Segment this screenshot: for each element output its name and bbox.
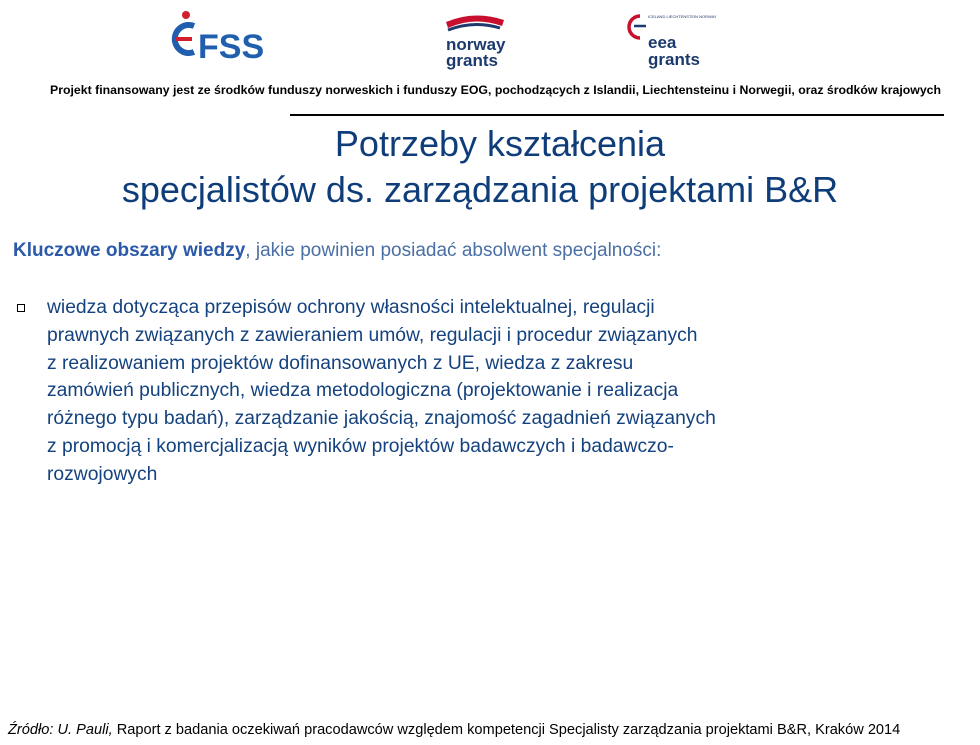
frse-logo-text: FSS bbox=[198, 28, 265, 66]
source-text: Raport z badania oczekiwań pracodawców względem kompetencji Specjalisty zarządzania projektami B&R, Kraków 2014 bbox=[112, 722, 901, 738]
source-citation bbox=[8, 722, 900, 738]
eea-logo-line2: grants bbox=[648, 50, 700, 69]
funding-statement: Projekt finansowany jest ze środków funduszy norweskich i funduszy EOG, pochodzących z Islandii, Liechtensteinu i Norwegii, oraz środków krajowych bbox=[50, 83, 942, 97]
eea-logo-small-text: ICELAND LIECHTENSTEIN NORWAY bbox=[648, 14, 717, 19]
bullet-line: wiedza dotycząca przepisów ochrony własności intelektualnej, regulacji bbox=[47, 297, 655, 318]
bullet-line: prawnych związanych z zawieraniem umów, regulacji i procedur związanych bbox=[47, 324, 698, 346]
subtitle-rest: , jakie powinien posiadać absolwent specjalności: bbox=[245, 240, 662, 261]
bullet-line: z realizowaniem projektów dofinansowanych z UE, wiedza z zakresu bbox=[47, 352, 634, 374]
bullet-line: różnego typu badań), zarządzanie jakością, znajomość zagadnień związanych bbox=[47, 408, 716, 430]
bullet-item bbox=[47, 294, 947, 489]
norway-grants-logo bbox=[440, 8, 514, 75]
eea-logo-line1: eea bbox=[648, 33, 677, 52]
subtitle-bold: Kluczowe obszary wiedzy bbox=[13, 240, 246, 261]
page-title-line-2: specjalistów ds. zarządzania projektami B&R bbox=[121, 169, 839, 210]
section-subtitle bbox=[13, 240, 661, 262]
norway-logo-line2: grants bbox=[446, 51, 498, 70]
bullet-line: zamówień publicznych, wiedza metodologiczna (projektowanie i realizacja bbox=[47, 380, 679, 402]
norway-logo-line1: norway bbox=[446, 35, 506, 54]
page-title-line-1: Potrzeby kształcenia bbox=[334, 123, 666, 164]
bullet-square-icon bbox=[17, 304, 25, 312]
bullet-line: rozwojowych bbox=[47, 463, 158, 485]
frse-logo bbox=[168, 8, 268, 75]
source-label: Źródło: U. Pauli, bbox=[8, 722, 113, 738]
eea-grants-logo bbox=[626, 8, 717, 75]
header-divider bbox=[290, 114, 944, 116]
bullet-line: z promocją i komercjalizacją wyników projektów badawczych i badawczo- bbox=[47, 435, 674, 457]
